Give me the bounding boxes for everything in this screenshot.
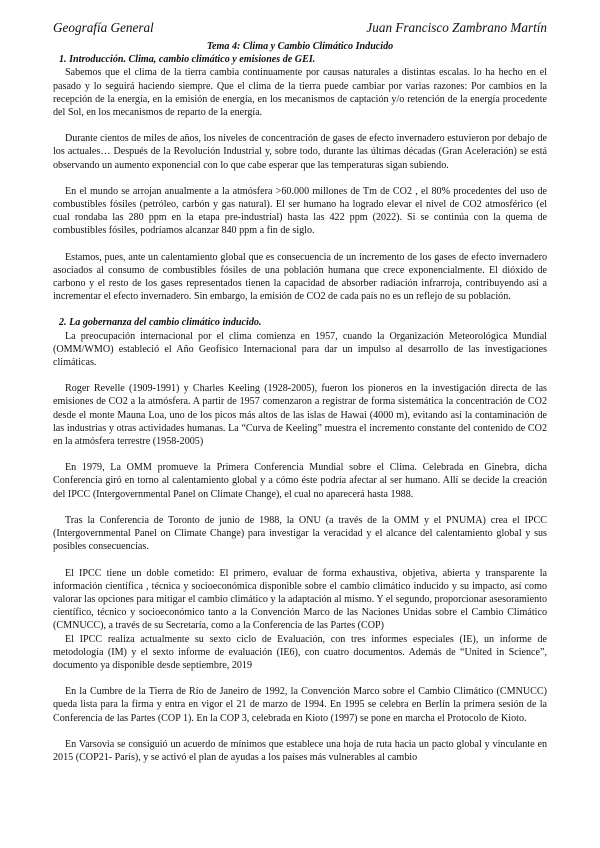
paragraph: En Varsovia se consiguió un acuerdo de mínimos que establece una hoja de ruta hacia un pacto global y vinculante en 2015 (COP21- París), y se activó el plan de ayudas a los países más vulnerables al cambio <box>53 738 547 763</box>
document-body <box>53 40 547 764</box>
paragraph: El IPCC realiza actualmente su sexto ciclo de Evaluación, con tres informes especiales (IE), un informe de metodología (IM) y el sexto informe de evaluación (IE6), con cuatro documentos. Además de “United in Science”, documento ya disponible desde septiembre, 2019 <box>53 633 547 671</box>
paragraph: En 1979, La OMM promueve la Primera Conferencia Mundial sobre el Clima. Celebrada en Ginebra, dicha Conferencia giró en torno al calentamiento global y a cómo éste podría afectar al ser humano. Allí se decide la creación del IPCC (Intergovernmental Panel on Climate Change), el cual no aparecerá hasta 1988. <box>53 462 547 500</box>
page-header <box>53 20 547 38</box>
paragraph: En la Cumbre de la Tierra de Río de Janeiro de 1992, la Convención Marco sobre el Cambio Climático (CMNUCC) queda lista para la firma y entra en vigor el 21 de marzo de 1994. En 1995 se celebra en Berlín la primera sesión de la Conferencia de las Partes (COP 1). En la COP 3, celebrada en Kioto (1997) se pone en marcha el Protocolo de Kioto. <box>53 686 547 724</box>
header-author: Juan Francisco Zambrano Martín <box>366 20 547 35</box>
paragraph: Estamos, pues, ante un calentamiento global que es consecuencia de un incremento de los gases de efecto invernadero asociados al consumo de combustibles fósiles de una población humana que crece exponencialmente. El dióxido de carbono y el resto de los gases representados tienen la capacidad de absorber radiación infrarroja, contribuyendo así a incrementar el efecto invernadero. Sin embargo, la emisión de CO2 de cada país no es un reflejo de su población. <box>53 251 547 303</box>
document-title: Tema 4: Clima y Cambio Climático Inducido <box>206 41 394 52</box>
paragraph: Roger Revelle (1909-1991) y Charles Keeling (1928-2005), fueron los pioneros en la investigación directa de las emisiones de CO2 a la atmósfera. A partir de 1957 comenzaron a registrar de forma sistemática la concentración de CO2 desde el monte Mauna Loa, uno de los picos más altos de las islas de Hawai (4000 m), evitando así la contaminación de las industrias y otras actividades humanas. La “Curva de Keeling” muestra el incremento constante del contenido de CO2 en la atmósfera terrestre (1958-2005) <box>53 383 547 448</box>
header-course: Geografía General <box>53 20 154 35</box>
paragraph: Sabemos que el clima de la tierra cambia continuamente por causas naturales a distintas escalas. lo ha hecho en el pasado y lo seguirá haciendo siempre. Que el clima de la tierra puede cambiar por varias razones: Por cambios en la recepción de la energía, en la emisión de energía, en los mecanismos de captación y/o retención de la energía procedente del Sol, en los mecanismos de reparto de la energía. <box>53 67 547 119</box>
paragraph: En el mundo se arrojan anualmente a la atmósfera >60.000 millones de Tm de CO2 , el 80% procedentes del uso de combustibles fósiles (petróleo, carbón y gas natural). El ser humano ha logrado elevar el nivel de CO2 atmosférico (el cual rondaba las 280 ppm en la etapa pre-industrial) hasta las 422 ppm (2022). Si se continúa con la quema de combustibles fósiles, podríamos alcanzar 840 ppm a fin de siglo. <box>53 185 547 237</box>
paragraph: Tras la Conferencia de Toronto de junio de 1988, la ONU (a través de la OMM y el PNUMA) crea el IPCC (Intergovernmental Panel on Climate Change) para investigar la veracidad y el alcance del calentamiento global y sus posibles consecuencias. <box>53 514 547 553</box>
section-2-heading: 2. La gobernanza del cambio climático inducido. <box>59 317 262 329</box>
section-1-heading: 1. Introducción. Clima, cambio climático y emisiones de GEI. <box>59 54 316 66</box>
paragraph: El IPCC tiene un doble cometido: El primero, evaluar de forma exhaustiva, objetiva, abierta y transparente la información científica , técnica y socioeconómica disponible sobre el cambio climático inducido y su impacto, así como valorar las opciones para mitigar el cambio climático y la adaptación al mismo. Y el segundo, proporcionar asesoramiento científico, técnico y socioeconómico tanto a la Convención Marco de las Naciones Unidas sobre el Cambio Climático (CMNUCC), a través de su Secretaría, como a la Conferencia de las Partes (COP) <box>53 567 547 632</box>
paragraph: La preocupación internacional por el clima comienza en 1957, cuando la Organización Meteorológica Mundial (OMM/WMO) estableció el Año Geofísico Internacional para dar un impulso al desarrollo de las investigaciones climáticas. <box>53 330 547 369</box>
paragraph: Durante cientos de miles de años, los niveles de concentración de gases de efecto invernadero estuvieron por debajo de los actuales… Después de la Revolución Industrial y, sobre todo, durante las últimas décadas (Gran Aceleración) se está observando un aumento exponencial con lo que cabe esperar que las temperaturas sigan subiendo. <box>53 133 547 171</box>
